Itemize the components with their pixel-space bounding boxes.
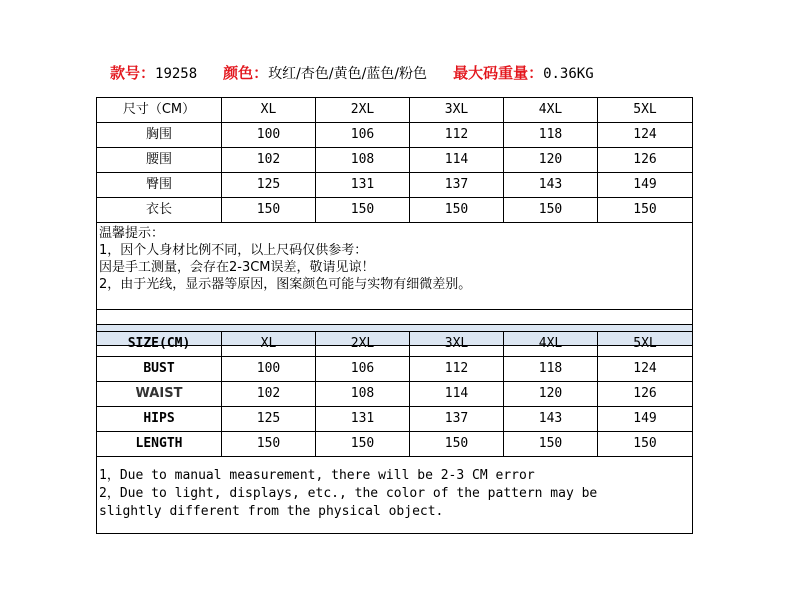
table-cell: 150 bbox=[410, 198, 504, 223]
table-cell: 114 bbox=[410, 382, 504, 407]
column-header: 5XL bbox=[598, 98, 693, 123]
table-cell: 131 bbox=[316, 407, 410, 432]
column-header: 5XL bbox=[598, 332, 693, 357]
table-cell: 106 bbox=[316, 123, 410, 148]
notes-row bbox=[97, 223, 693, 310]
column-header: SIZE(CM) bbox=[97, 332, 222, 357]
table-cell: 118 bbox=[504, 123, 598, 148]
note-line: 1，因个人身材比例不同，以上尺码仅供参考： bbox=[99, 243, 368, 258]
row-label-bust: 胸围 bbox=[97, 123, 222, 148]
table-header-row bbox=[97, 332, 693, 357]
column-header: 2XL bbox=[316, 332, 410, 357]
column-header: 4XL bbox=[504, 332, 598, 357]
note-line: 因是手工测量，会存在2-3CM误差，敬请见谅！ bbox=[99, 260, 375, 275]
table-cell: 150 bbox=[504, 432, 598, 457]
table-cell: 143 bbox=[504, 407, 598, 432]
table-cell: 100 bbox=[222, 123, 316, 148]
table-cell: 112 bbox=[410, 123, 504, 148]
table-cell: 150 bbox=[504, 198, 598, 223]
column-header: 2XL bbox=[316, 98, 410, 123]
table-cell: 100 bbox=[222, 357, 316, 382]
table-cell: 126 bbox=[598, 382, 693, 407]
table-row bbox=[97, 198, 693, 223]
table-cell: 118 bbox=[504, 357, 598, 382]
table-cell: 126 bbox=[598, 148, 693, 173]
row-label-waist: 腰围 bbox=[97, 148, 222, 173]
notes-row bbox=[97, 457, 693, 534]
table-cell: 106 bbox=[316, 357, 410, 382]
table-cell: 124 bbox=[598, 123, 693, 148]
row-label-length: 衣长 bbox=[97, 198, 222, 223]
table-cell: 120 bbox=[504, 382, 598, 407]
blank-row bbox=[97, 310, 693, 325]
table-cell: 114 bbox=[410, 148, 504, 173]
table-cell: 131 bbox=[316, 173, 410, 198]
style-number: 19258 bbox=[155, 66, 198, 82]
note-line: 2，由于光线，显示器等原因，图案颜色可能与实物有细微差别。 bbox=[99, 277, 472, 292]
table-cell: 125 bbox=[222, 407, 316, 432]
weight-value: 0.36KG bbox=[543, 66, 594, 82]
row-label-bust: BUST bbox=[97, 357, 222, 382]
note-line: slightly different from the physical object. bbox=[99, 504, 444, 519]
table-cell: 150 bbox=[222, 432, 316, 457]
table-cell: 137 bbox=[410, 407, 504, 432]
table-row bbox=[97, 148, 693, 173]
table-cell: 112 bbox=[410, 357, 504, 382]
table-cell: 150 bbox=[410, 432, 504, 457]
table-cell: 150 bbox=[598, 432, 693, 457]
notes-cell bbox=[97, 457, 693, 534]
column-header: 3XL bbox=[410, 98, 504, 123]
table-cell: 124 bbox=[598, 357, 693, 382]
note-line: 1，Due to manual measurement, there will be 2-3 CM error bbox=[99, 468, 535, 483]
note-line: 2，Due to light, displays, etc., the color of the pattern may be bbox=[99, 486, 598, 501]
table-cell: 150 bbox=[316, 432, 410, 457]
color-options: 玫红/杏色/黄色/蓝色/粉色 bbox=[268, 66, 428, 82]
column-header: 尺寸（CM） bbox=[97, 98, 222, 123]
blank-cell bbox=[97, 310, 693, 325]
notes-cell bbox=[97, 223, 693, 310]
table-cell: 149 bbox=[598, 173, 693, 198]
table-row bbox=[97, 432, 693, 457]
size-table-english bbox=[96, 331, 693, 534]
table-cell: 125 bbox=[222, 173, 316, 198]
row-label-length: LENGTH bbox=[97, 432, 222, 457]
table-row bbox=[97, 123, 693, 148]
table-cell: 143 bbox=[504, 173, 598, 198]
column-header: XL bbox=[222, 98, 316, 123]
note-line: 温馨提示： bbox=[99, 226, 165, 241]
row-label-hips: HIPS bbox=[97, 407, 222, 432]
row-label-hips: 臀围 bbox=[97, 173, 222, 198]
style-number-label: 款号： bbox=[110, 64, 156, 82]
table-cell: 102 bbox=[222, 148, 316, 173]
weight-label: 最大码重量： bbox=[453, 64, 544, 82]
column-header: XL bbox=[222, 332, 316, 357]
table-cell: 149 bbox=[598, 407, 693, 432]
table-cell: 150 bbox=[222, 198, 316, 223]
table-cell: 108 bbox=[316, 148, 410, 173]
table-cell: 120 bbox=[504, 148, 598, 173]
table-row bbox=[97, 407, 693, 432]
table-cell: 150 bbox=[316, 198, 410, 223]
table-row bbox=[97, 382, 693, 407]
table-row bbox=[97, 357, 693, 382]
table-cell: 137 bbox=[410, 173, 504, 198]
column-header: 3XL bbox=[410, 332, 504, 357]
table-cell: 102 bbox=[222, 382, 316, 407]
column-header: 4XL bbox=[504, 98, 598, 123]
color-label: 颜色： bbox=[223, 64, 269, 82]
table-header-row bbox=[97, 98, 693, 123]
table-cell: 150 bbox=[598, 198, 693, 223]
table-cell: 108 bbox=[316, 382, 410, 407]
product-info-header bbox=[110, 62, 710, 84]
table-row bbox=[97, 173, 693, 198]
size-table-chinese bbox=[96, 97, 693, 346]
row-label-waist: WAIST bbox=[97, 382, 222, 407]
